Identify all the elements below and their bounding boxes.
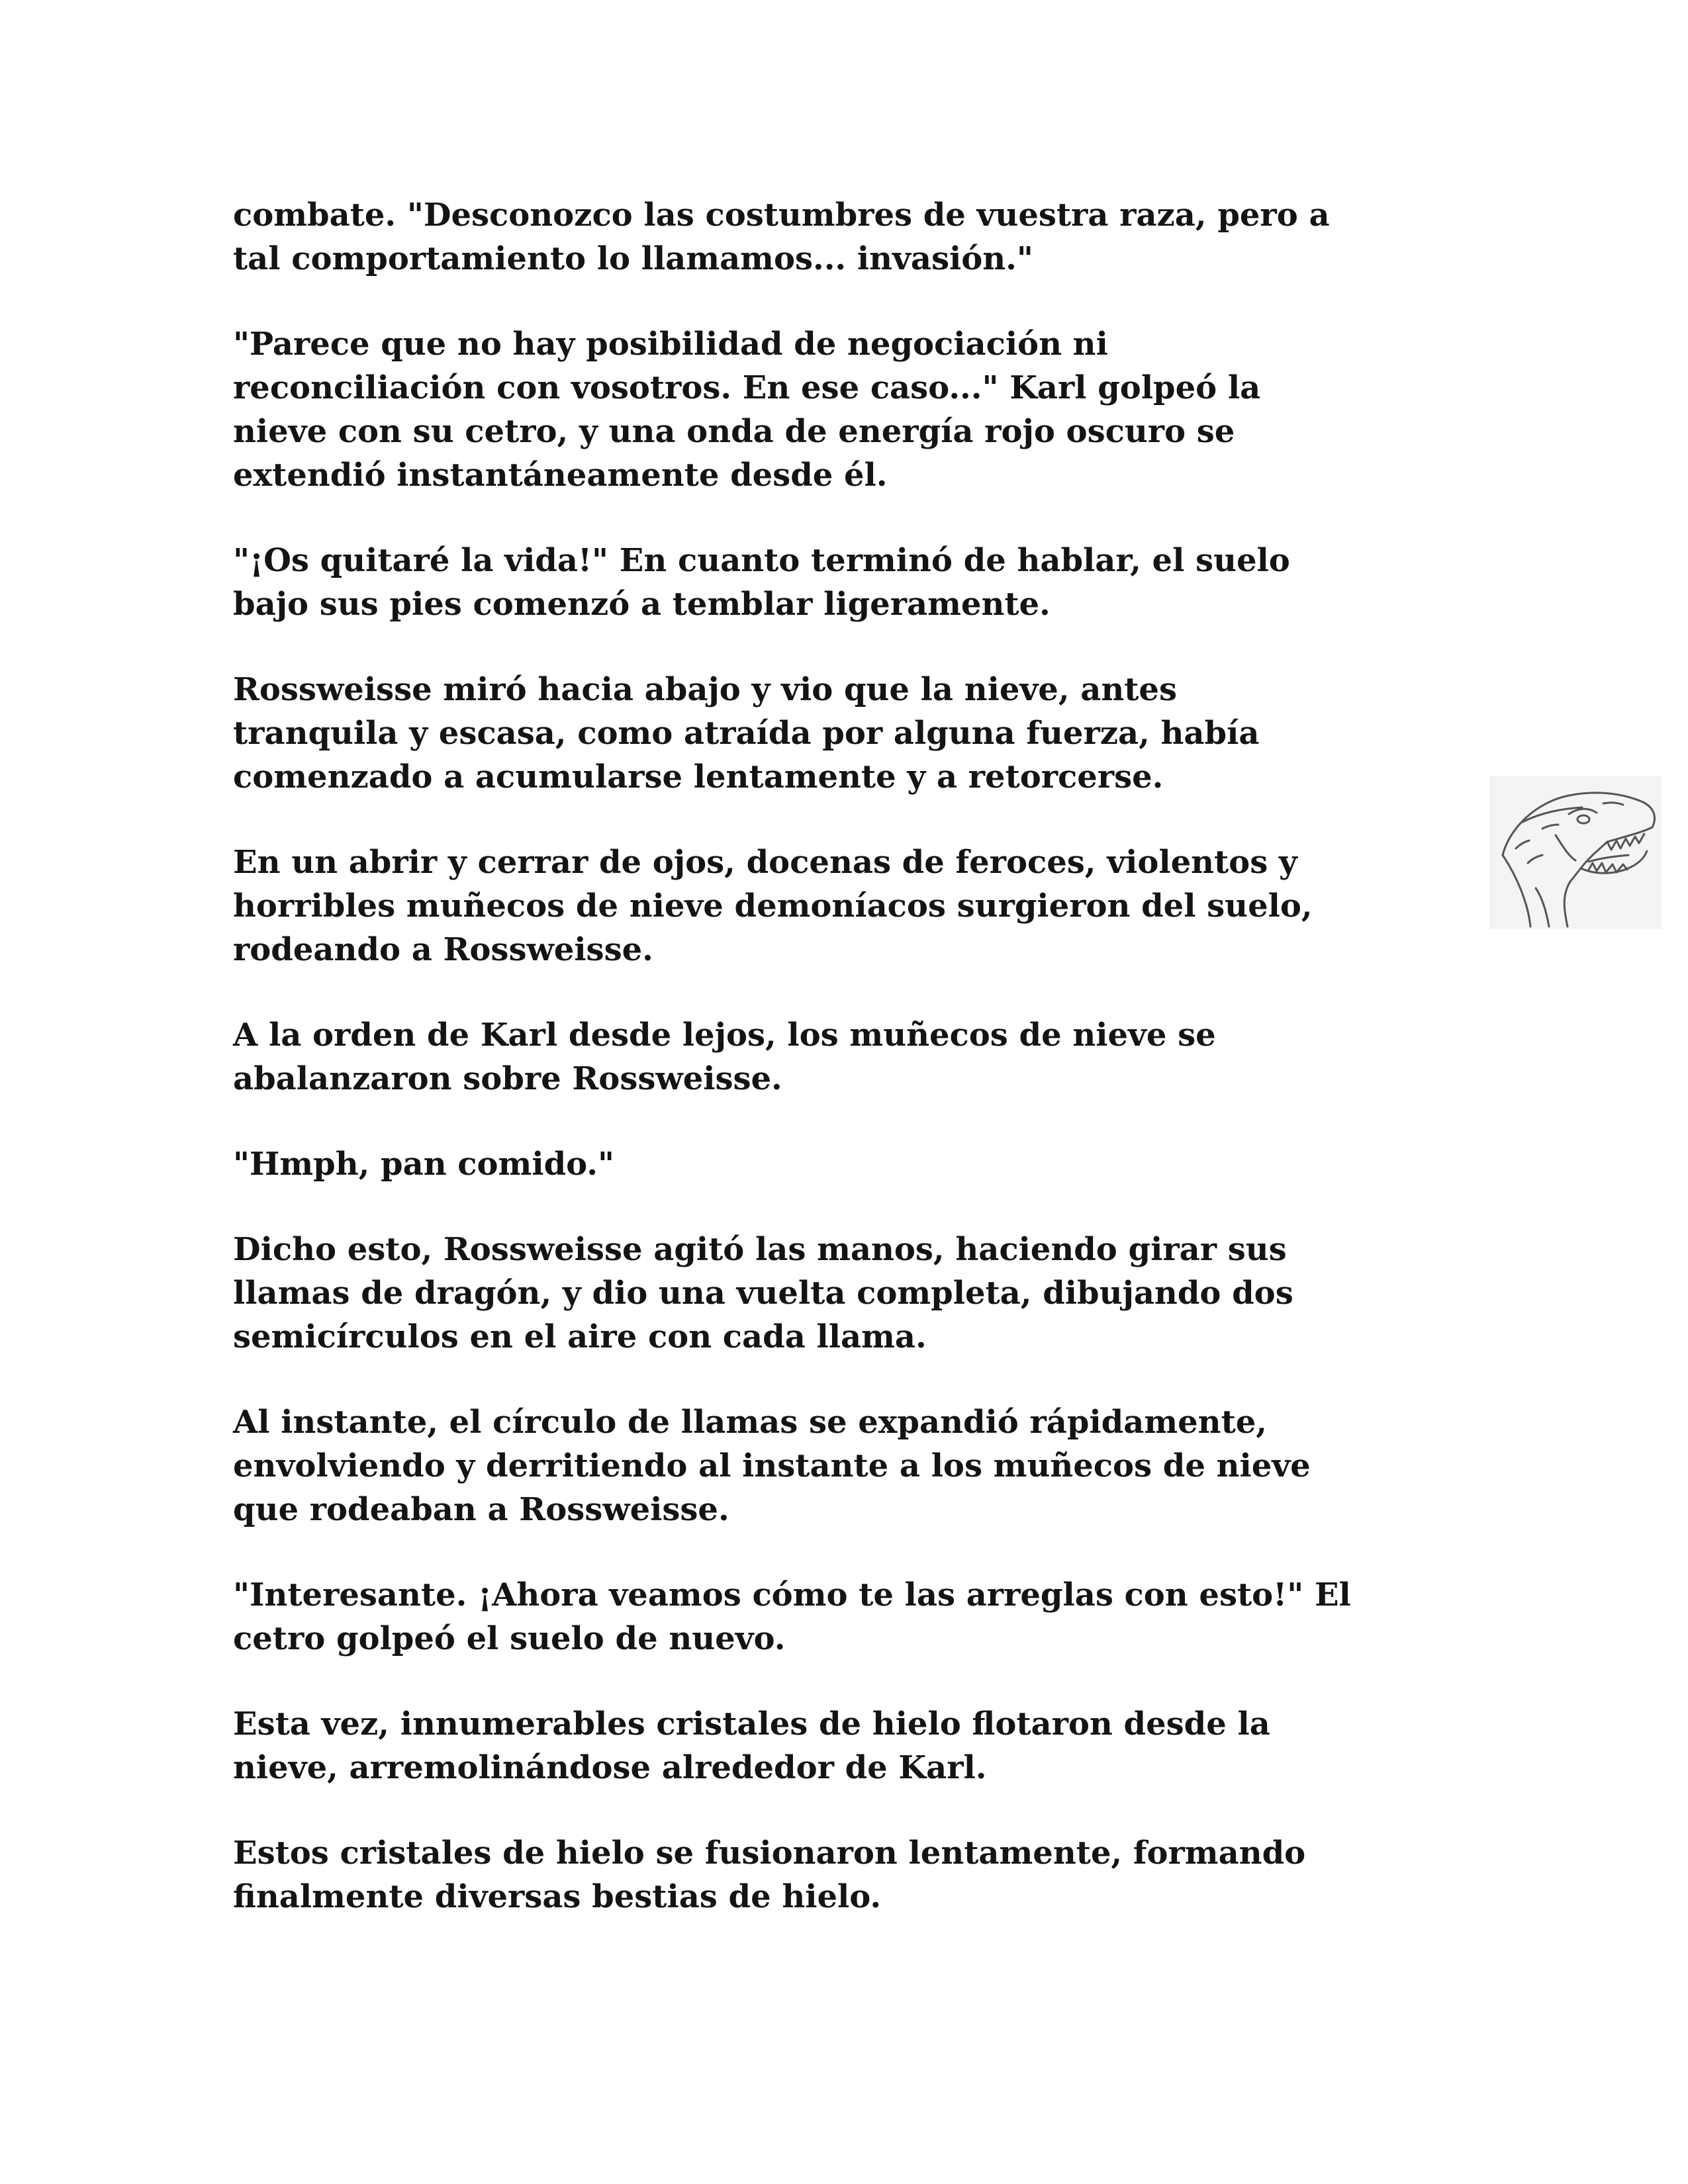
paragraph: Esta vez, innumerables cristales de hielo flotaron desde la nieve, arremolinándose alrededor de Karl.: [233, 1706, 1270, 1786]
paragraph: A la orden de Karl desde lejos, los muñecos de nieve se abalanzaron sobre Rossweisse.: [233, 1017, 1216, 1097]
dinosaur-head-sketch-icon: [1489, 776, 1662, 929]
dinosaur-head-sketch-svg: [1489, 776, 1662, 929]
paragraph: combate. "Desconozco las costumbres de vuestra raza, pero a tal comportamiento lo llamamos... invasión.": [233, 197, 1330, 277]
paragraph: "Parece que no hay posibilidad de negociación ni reconciliación con vosotros. En ese caso..." Karl golpeó la nieve con su cetro, y una onda de energía rojo oscuro se extendió instantáneamente desde él.: [233, 326, 1261, 494]
paragraph: "Hmph, pan comido.": [233, 1146, 615, 1183]
paragraph: Estos cristales de hielo se fusionaron lentamente, formando finalmente diversas bestias de hielo.: [233, 1835, 1306, 1915]
paragraph: Rossweisse miró hacia abajo y vio que la nieve, antes tranquila y escasa, como atraída por alguna fuerza, había comenzado a acumularse lentamente y a retorcerse.: [233, 671, 1260, 796]
paragraph: Al instante, el círculo de llamas se expandió rápidamente, envolviendo y derritiendo al instante a los muñecos de nieve que rodeaban a Rossweisse.: [233, 1404, 1311, 1528]
paragraph: En un abrir y cerrar de ojos, docenas de feroces, violentos y horribles muñecos de nieve demoníacos surgieron del suelo, rodeando a Rossweisse.: [233, 844, 1313, 968]
paragraph: "¡Os quitaré la vida!" En cuanto terminó de hablar, el suelo bajo sus pies comenzó a temblar ligeramente.: [233, 542, 1290, 623]
paragraph: Dicho esto, Rossweisse agitó las manos, haciendo girar sus llamas de dragón, y dio una vuelta completa, dibujando dos semicírculos en el aire con cada llama.: [233, 1231, 1293, 1355]
text-body: [233, 193, 1444, 1960]
paragraph: "Interesante. ¡Ahora veamos cómo te las arreglas con esto!" El cetro golpeó el suelo de nuevo.: [233, 1576, 1351, 1657]
